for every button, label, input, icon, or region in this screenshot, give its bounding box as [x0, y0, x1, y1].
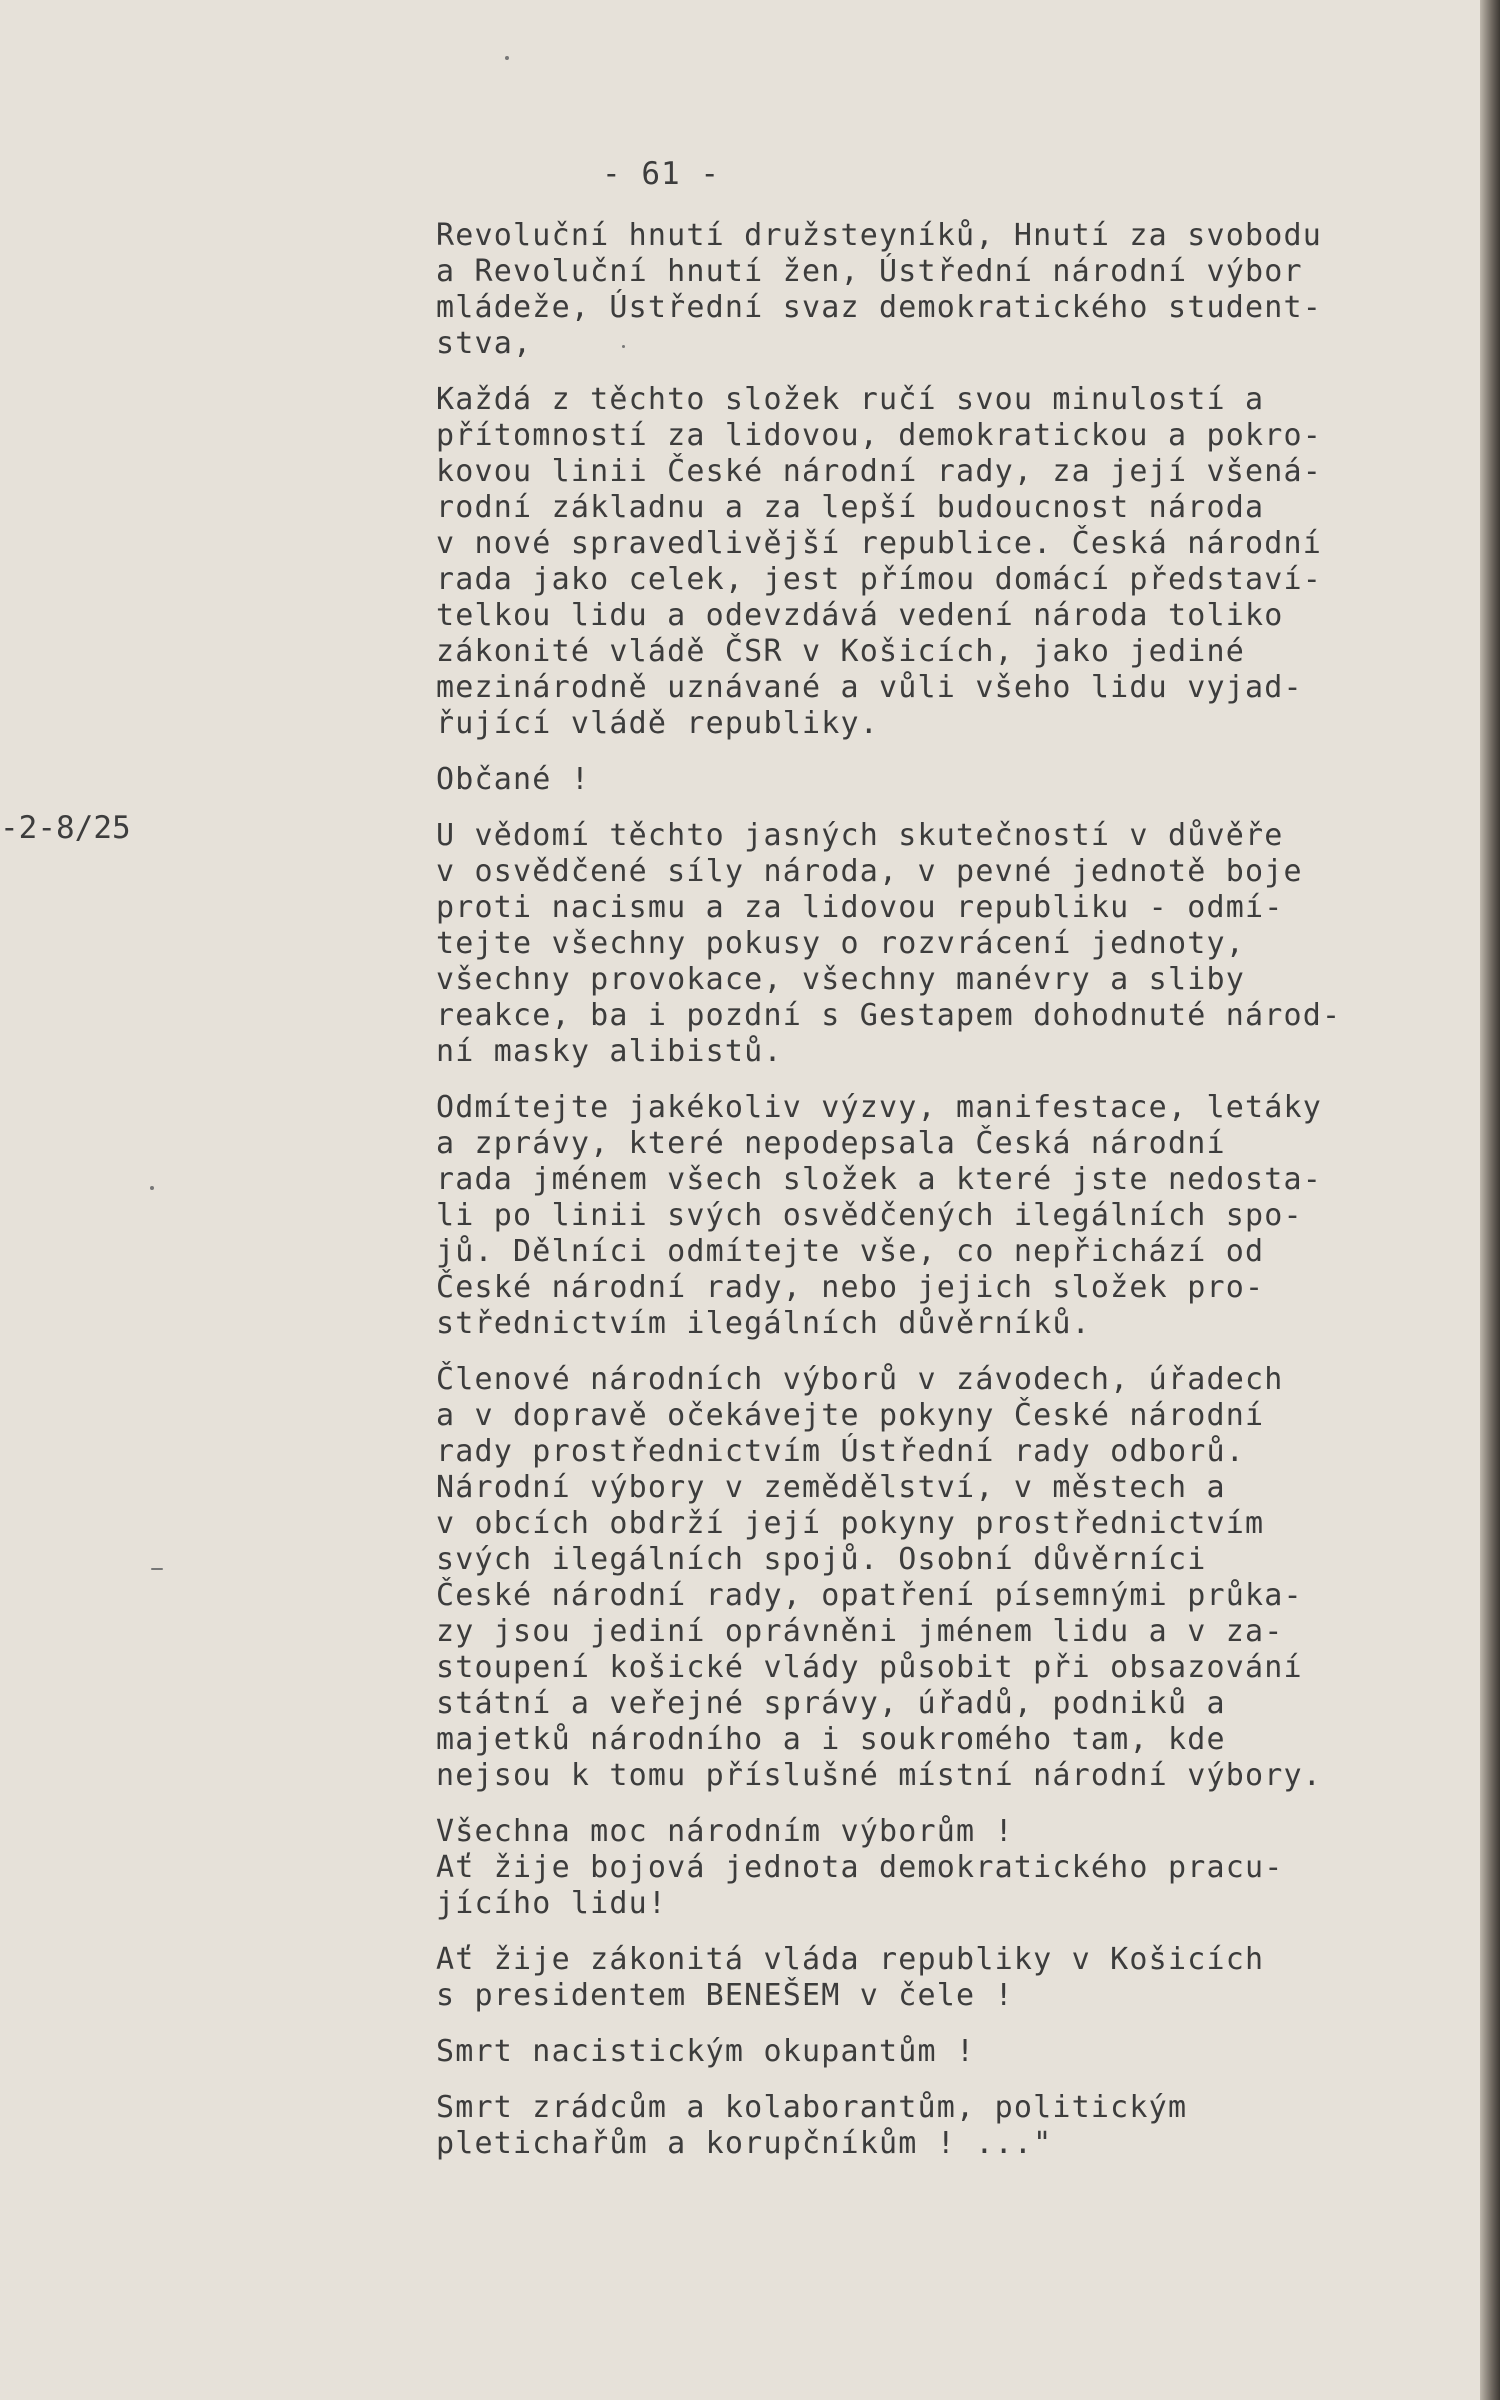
paragraph: [436, 762, 1456, 798]
text-line: přítomností za lidovou, demokratickou a pokro-: [436, 418, 1323, 453]
text-line: zákonité vládě ČSR v Košicích, jako jediné: [436, 634, 1245, 669]
text-line: řující vládě republiky.: [436, 706, 880, 741]
text-line: svých ilegálních spojů. Osobní důvěrníci: [436, 1542, 1207, 1577]
text-line: Smrt zrádcům a kolaborantům, politickým: [436, 2090, 1188, 2125]
margin-note: -2-8/25: [0, 810, 131, 846]
text-line: a zprávy, které nepodepsala Česká národní: [436, 1126, 1226, 1161]
body-text: [436, 218, 1456, 2182]
text-line: Smrt nacistickým okupantům !: [436, 2034, 976, 2069]
text-line: mládeže, Ústřední svaz demokratického student-: [436, 290, 1323, 325]
page-number: - 61 -: [602, 156, 720, 192]
text-line: státní a veřejné správy, úřadů, podniků a: [436, 1686, 1226, 1721]
text-line: rada jako celek, jest přímou domácí představí-: [436, 562, 1323, 597]
text-line: v nové spravedlivější republice. Česká národní: [436, 526, 1323, 561]
text-line: nejsou k tomu příslušné místní národní výbory.: [436, 1758, 1323, 1793]
text-line: všechny provokace, všechny manévry a sliby: [436, 962, 1245, 997]
text-line: České národní rady, nebo jejich složek pro-: [436, 1270, 1265, 1305]
text-line: rodní základnu a za lepší budoucnost národa: [436, 490, 1265, 525]
text-line: reakce, ba i pozdní s Gestapem dohodnuté národ-: [436, 998, 1342, 1033]
text-line: zy jsou jediní oprávněni jménem lidu a v za-: [436, 1614, 1284, 1649]
paper-speck: [505, 56, 509, 60]
paragraph: [436, 2090, 1456, 2162]
paragraph: [436, 218, 1456, 362]
paragraph: [436, 1362, 1456, 1794]
text-line: tejte všechny pokusy o rozvrácení jednoty,: [436, 926, 1245, 961]
text-line: majetků národního a i soukromého tam, kde: [436, 1722, 1226, 1757]
text-line: Národní výbory v zemědělství, v městech a: [436, 1470, 1226, 1505]
text-line: stva,: [436, 326, 533, 361]
binding-edge: [1480, 0, 1500, 2400]
paragraph: [436, 382, 1456, 742]
text-line: a Revoluční hnutí žen, Ústřední národní výbor: [436, 254, 1303, 289]
text-line: Odmítejte jakékoliv výzvy, manifestace, letáky: [436, 1090, 1323, 1125]
text-line: Ať žije zákonitá vláda republiky v Košicích: [436, 1942, 1265, 1977]
text-line: Všechna moc národním výborům !: [436, 1814, 1014, 1849]
text-line: U vědomí těchto jasných skutečností v důvěře: [436, 818, 1284, 853]
paper-speck: [150, 1186, 154, 1190]
text-line: kovou linii České národní rady, za její všená-: [436, 454, 1323, 489]
text-line: České národní rady, opatření písemnými průka-: [436, 1578, 1303, 1613]
text-line: pletichařům a korupčníkům ! ...": [436, 2126, 1053, 2161]
paper-speck: [151, 1568, 163, 1570]
paragraph: [436, 2034, 1456, 2070]
paragraph: [436, 1814, 1456, 1922]
text-line: jícího lidu!: [436, 1886, 668, 1921]
text-line: Revoluční hnutí družsteyníků, Hnutí za svobodu: [436, 218, 1323, 253]
text-line: s presidentem BENEŠEM v čele !: [436, 1978, 1014, 2013]
text-line: ní masky alibistů.: [436, 1034, 783, 1069]
text-line: Občané !: [436, 762, 591, 797]
text-line: rady prostřednictvím Ústřední rady odborů.: [436, 1434, 1245, 1469]
text-line: v osvědčené síly národa, v pevné jednotě boje: [436, 854, 1303, 889]
text-line: stoupení košické vlády působit při obsazování: [436, 1650, 1303, 1685]
text-line: jů. Dělníci odmítejte vše, co nepřichází od: [436, 1234, 1265, 1269]
text-line: rada jménem všech složek a které jste nedosta-: [436, 1162, 1323, 1197]
text-line: li po linii svých osvědčených ilegálních spo-: [436, 1198, 1303, 1233]
text-line: proti nacismu a za lidovou republiku - odmí-: [436, 890, 1284, 925]
paragraph: [436, 1942, 1456, 2014]
text-line: telkou lidu a odevzdává vedení národa toliko: [436, 598, 1284, 633]
text-line: a v dopravě očekávejte pokyny České národní: [436, 1398, 1265, 1433]
text-line: Každá z těchto složek ručí svou minulostí a: [436, 382, 1265, 417]
text-line: Ať žije bojová jednota demokratického pracu-: [436, 1850, 1284, 1885]
text-line: střednictvím ilegálních důvěrníků.: [436, 1306, 1091, 1341]
text-line: mezinárodně uznávané a vůli všeho lidu vyjad-: [436, 670, 1303, 705]
text-line: v obcích obdrží její pokyny prostřednictvím: [436, 1506, 1265, 1541]
paragraph: [436, 1090, 1456, 1342]
text-line: Členové národních výborů v závodech, úřadech: [436, 1362, 1284, 1397]
paragraph: [436, 818, 1456, 1070]
